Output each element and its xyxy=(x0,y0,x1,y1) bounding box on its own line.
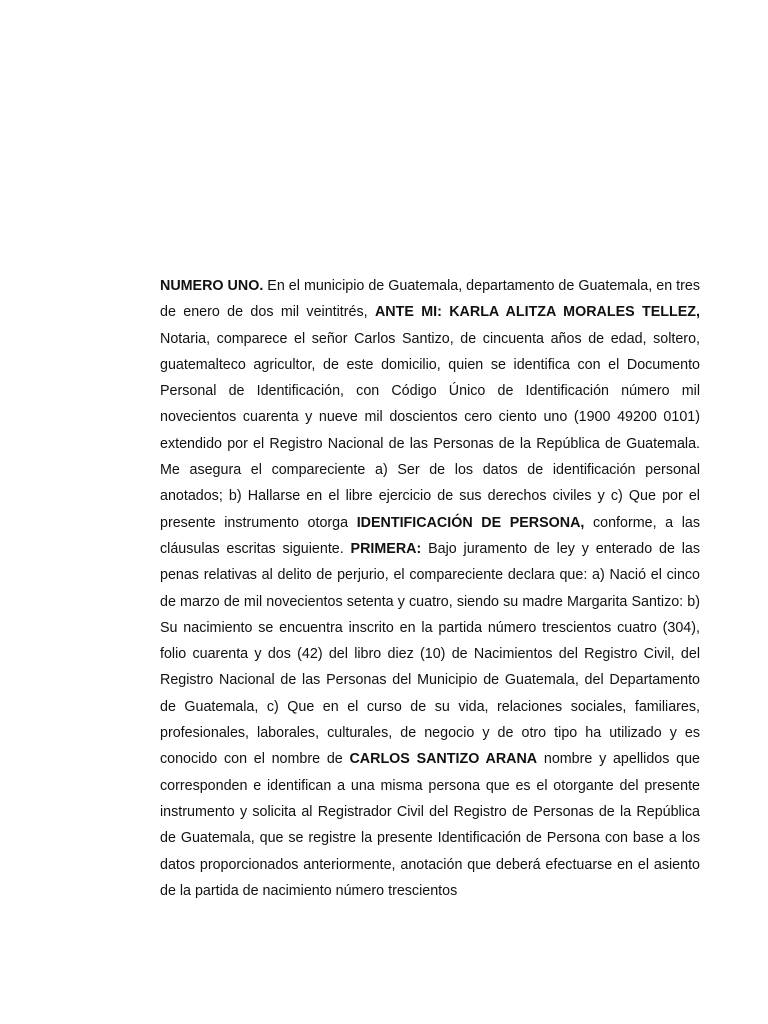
body-text-segment: nombre y apellidos que corresponden e identifican a una misma persona que es el otorgante del presente instrumento y solicita al Registrador Civil del Registro de Personas de la República de Guatemala, que se registre la presente Identificación de Persona con base a los datos proporcionados anteriormente, anotación que deberá efectuarse en el asiento de la partida de nacimiento número trescientos xyxy=(160,751,700,899)
notary-name: ANTE MI: KARLA ALITZA MORALES TELLEZ, xyxy=(374,304,700,321)
body-text-segment: conforme, a las cláusulas escritas siguiente. xyxy=(160,514,700,557)
document-body xyxy=(160,273,700,904)
body-text-segment: Bajo juramento de ley y enterado de las penas relativas al delito de perjurio, el compareciente declara que: a) Nació el cinco de marzo de mil novecientos setenta y cuatro, siendo su madre Margarita Santizo: b) Su nacimiento se encuentra inscrito en la partida número trescientos cuatro (304), folio cuarenta y dos (42) del libro diez (10) de Nacimientos del Registro Civil, del Registro Nacional de las Personas del Municipio de Guatemala, del Departamento de Guatemala, c) Que en el curso de su vida, relaciones sociales, familiares, profesionales, laborales, culturales, de negocio y de otro tipo ha utilizado y es conocido con el nombre de xyxy=(160,540,700,768)
body-text-segment: Notaria, comparece el señor Carlos Santizo, de cincuenta años de edad, soltero, guatemalteco agricultor, de este domicilio, quien se identifica con el Documento Personal de Identificación, con Código Único de Identificación número mil novecientos cuarenta y nueve mil doscientos cero ciento uno (1900 49200 0101) extendido por el Registro Nacional de las Personas de la República de Guatemala. Me asegura el compareciente a) Ser de los datos de identificación personal anotados; b) Hallarse en el libre ejercicio de sus derechos civiles y c) Que por el presente instrumento otorga xyxy=(160,330,700,531)
clause-primera: PRIMERA: xyxy=(350,540,422,557)
person-full-name: CARLOS SANTIZO ARANA xyxy=(349,751,538,768)
instrument-type: IDENTIFICACIÓN DE PERSONA, xyxy=(356,514,585,531)
body-text-segment: En el municipio de Guatemala, departamento de Guatemala, en tres de enero de dos mil veintitrés, xyxy=(160,278,700,321)
heading-numero-uno: NUMERO UNO. xyxy=(160,278,264,294)
